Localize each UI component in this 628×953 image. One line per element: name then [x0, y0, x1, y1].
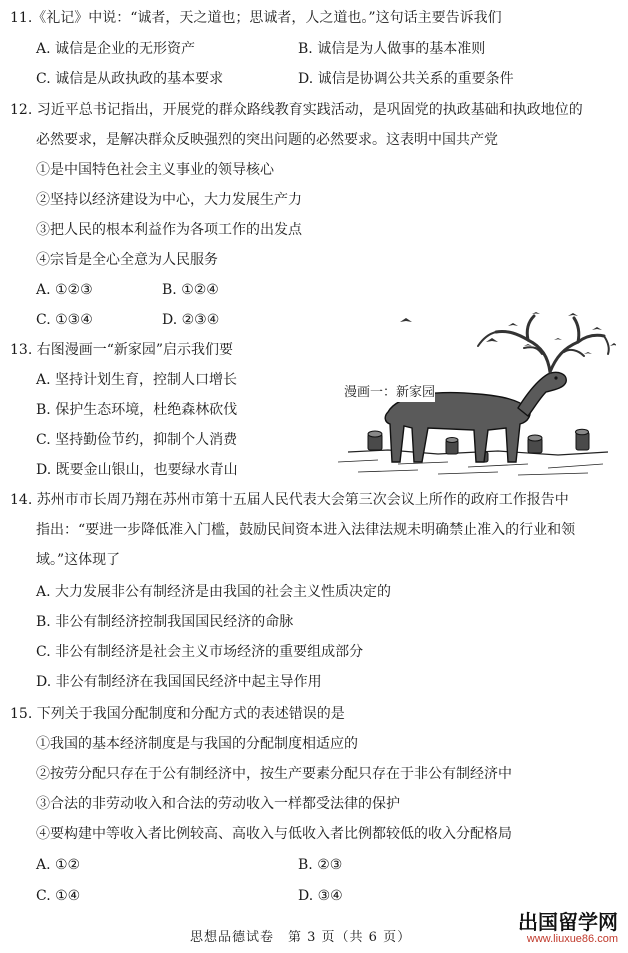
q12-stem-line2: 必然要求，是解决群众反映强烈的突出问题的必然要求。这表明中国共产党	[36, 132, 498, 148]
q12-option-a[interactable]: A. ①②③	[36, 282, 93, 298]
q11-option-b[interactable]: B. 诚信是为人做事的基本准则	[298, 41, 486, 57]
q12-option-b[interactable]: B. ①②④	[162, 282, 219, 298]
q15-statement-1: ①我国的基本经济制度是与我国的分配制度相适应的	[36, 736, 358, 752]
q11-option-a[interactable]: A. 诚信是企业的无形资产	[36, 41, 196, 57]
q13-option-a[interactable]: A. 坚持计划生育，控制人口增长	[36, 372, 238, 388]
q15-statement-2: ②按劳分配只存在于公有制经济中，按生产要素分配只存在于非公有制经济中	[36, 766, 512, 782]
q12-statement-4: ④宗旨是全心全意为人民服务	[36, 252, 218, 268]
q15-option-b[interactable]: B. ②③	[298, 857, 343, 873]
q12-statement-2: ②坚持以经济建设为中心，大力发展生产力	[36, 192, 302, 208]
q15-statement-3: ③合法的非劳动收入和合法的劳动收入一样都受法律的保护	[36, 796, 400, 812]
q13-option-d[interactable]: D. 既要金山银山，也要绿水青山	[36, 462, 238, 478]
watermark-title: 出国留学网	[518, 910, 618, 934]
q14-option-d[interactable]: D. 非公有制经济在我国国民经济中起主导作用	[36, 674, 322, 690]
q11-option-d[interactable]: D. 诚信是协调公共关系的重要条件	[298, 71, 514, 87]
q12-statement-1: ①是中国特色社会主义事业的领导核心	[36, 162, 274, 178]
q12-option-c[interactable]: C. ①③④	[36, 312, 93, 328]
q13-option-b[interactable]: B. 保护生态环境，杜绝森林砍伐	[36, 402, 238, 418]
q12-option-d[interactable]: D. ②③④	[162, 312, 220, 328]
q14-stem-line3: 域。”这体现了	[36, 552, 121, 568]
site-watermark	[518, 911, 618, 945]
q12-stem-line1: 12. 习近平总书记指出，开展党的群众路线教育实践活动，是巩固党的执政基础和执政地位的	[10, 102, 583, 118]
q15-statement-4: ④要构建中等收入者比例较高、高收入与低收入者比例都较低的收入分配格局	[36, 826, 512, 842]
watermark-url[interactable]: www.liuxue86.com	[526, 933, 618, 945]
q15-stem: 15. 下列关于我国分配制度和分配方式的表述错误的是	[10, 706, 345, 722]
q14-stem-line1: 14. 苏州市市长周乃翔在苏州市第十五届人民代表大会第三次会议上所作的政府工作报告中	[10, 492, 569, 508]
q15-option-a[interactable]: A. ①②	[36, 857, 81, 873]
cartoon-caption: 漫画一：新家园	[344, 385, 436, 400]
q12-statement-3: ③把人民的根本利益作为各项工作的出发点	[36, 222, 302, 238]
q11-stem: 11.《礼记》中说：“诚者，天之道也；思诚者，人之道也。”这句话主要告诉我们	[10, 10, 502, 26]
q15-option-c[interactable]: C. ①④	[36, 888, 81, 904]
q13-stem: 13. 右图漫画一“新家园”启示我们要	[10, 342, 234, 358]
q15-option-d[interactable]: D. ③④	[298, 888, 343, 904]
q14-option-c[interactable]: C. 非公有制经济是社会主义市场经济的重要组成部分	[36, 644, 364, 660]
q11-option-c[interactable]: C. 诚信是从政执政的基本要求	[36, 71, 224, 87]
q14-option-a[interactable]: A. 大力发展非公有制经济是由我国的社会主义性质决定的	[36, 584, 392, 600]
page-footer: 思想品德试卷 第 3 页（共 6 页）	[190, 930, 412, 945]
q14-option-b[interactable]: B. 非公有制经济控制我国国民经济的命脉	[36, 614, 294, 630]
q13-option-c[interactable]: C. 坚持勤俭节约，抑制个人消费	[36, 432, 238, 448]
q14-stem-line2: 指出：“要进一步降低准入门槛，鼓励民间资本进入法律法规未明确禁止准入的行业和领	[36, 522, 576, 538]
